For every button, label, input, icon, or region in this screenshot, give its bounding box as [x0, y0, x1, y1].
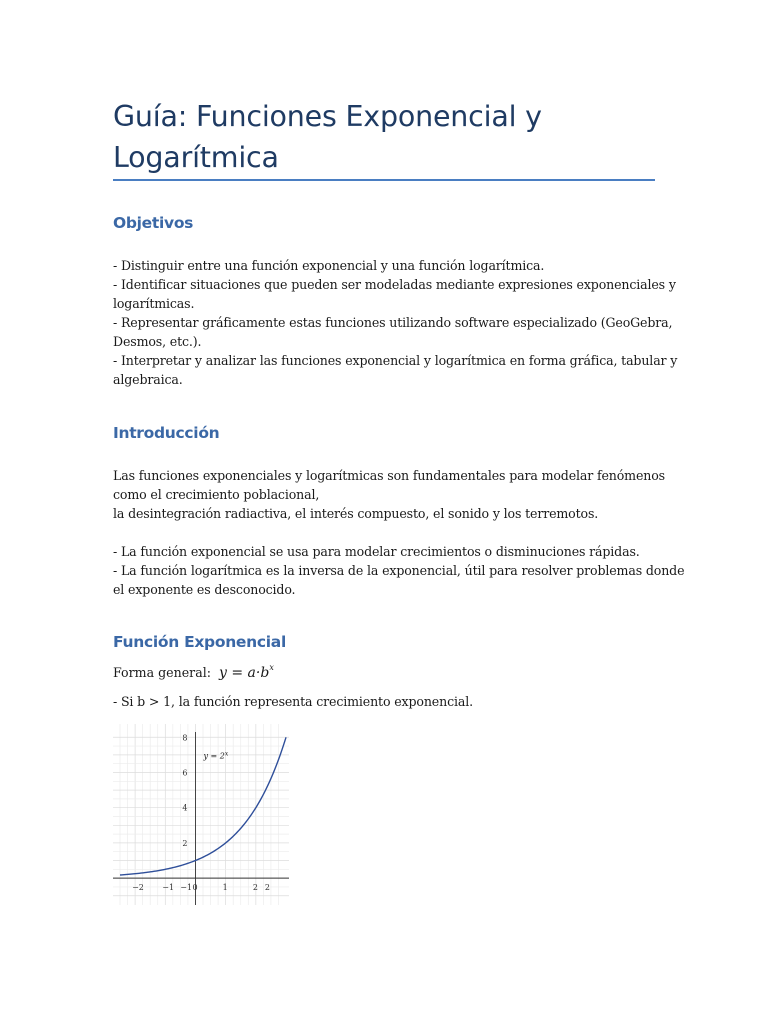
- objetivos-line: - Interpretar y analizar las funciones exponencial y logarítmica en forma gráfica, tabular y: [113, 353, 678, 368]
- document-title-line-1: Guía: Funciones Exponencial y: [113, 100, 542, 133]
- formula-base: y = a·b: [219, 665, 270, 681]
- intro-blank-line: [113, 523, 655, 542]
- heading-funcion-exponencial: Función Exponencial: [113, 633, 286, 651]
- annotation-exponent: x: [224, 750, 229, 758]
- objetivos-line: - Identificar situaciones que pueden ser modeladas mediante expresiones exponenciales y: [113, 277, 676, 292]
- objetivos-line: - Representar gráficamente estas funciones utilizando software especializado (GeoGebra,: [113, 315, 673, 330]
- y-tick-label: 6: [182, 768, 188, 778]
- objetivos-line: - Distinguir entre una función exponencial y una función logarítmica.: [113, 258, 545, 273]
- objetivos-list: [113, 256, 678, 389]
- exponential-graph-svg: [113, 724, 289, 905]
- intro-line: - La función logarítmica es la inversa de la exponencial, útil para resolver problemas donde: [113, 563, 685, 578]
- general-form-line: [113, 658, 274, 683]
- intro-line: la desintegración radiactiva, el interés compuesto, el sonido y los terremotos.: [113, 506, 599, 521]
- x-tick-label: 0: [192, 883, 198, 893]
- heading-introduccion: Introducción: [113, 424, 220, 442]
- x-tick-label: 2: [252, 883, 258, 893]
- exponential-graph: [113, 724, 289, 905]
- x-tick-label: −1: [180, 883, 193, 893]
- intro-line: el exponente es desconocido.: [113, 582, 296, 597]
- objetivos-line: logarítmicas.: [113, 296, 195, 311]
- x-tick-label: 2: [264, 883, 270, 893]
- intro-line: como el crecimiento poblacional,: [113, 487, 320, 502]
- formula-exponent: x: [269, 663, 274, 672]
- y-tick-label: 2: [182, 838, 188, 848]
- x-tick-label: −1: [162, 883, 175, 893]
- intro-line: - La función exponencial se usa para modelar crecimientos o disminuciones rápidas.: [113, 544, 640, 559]
- y-tick-label: 8: [182, 733, 188, 743]
- document-title: [113, 96, 655, 178]
- y-tick-label: 4: [182, 803, 188, 813]
- objetivos-line: Desmos, etc.).: [113, 334, 202, 349]
- x-tick-label: −2: [132, 883, 144, 893]
- intro-line: Las funciones exponenciales y logarítmicas son fundamentales para modelar fenómenos: [113, 468, 665, 483]
- general-form-formula: [219, 665, 274, 681]
- document-title-line-2: Logarítmica: [113, 141, 279, 174]
- heading-objetivos: Objetivos: [113, 214, 194, 232]
- general-form-label: Forma general:: [113, 665, 211, 680]
- title-underline: [113, 179, 655, 181]
- introduccion-text: [113, 466, 685, 599]
- objetivos-line: algebraica.: [113, 372, 183, 387]
- growth-note: - Si b > 1, la función representa crecimiento exponencial.: [113, 694, 473, 709]
- x-tick-label: 1: [222, 883, 228, 893]
- annotation-base: y = 2: [203, 751, 225, 761]
